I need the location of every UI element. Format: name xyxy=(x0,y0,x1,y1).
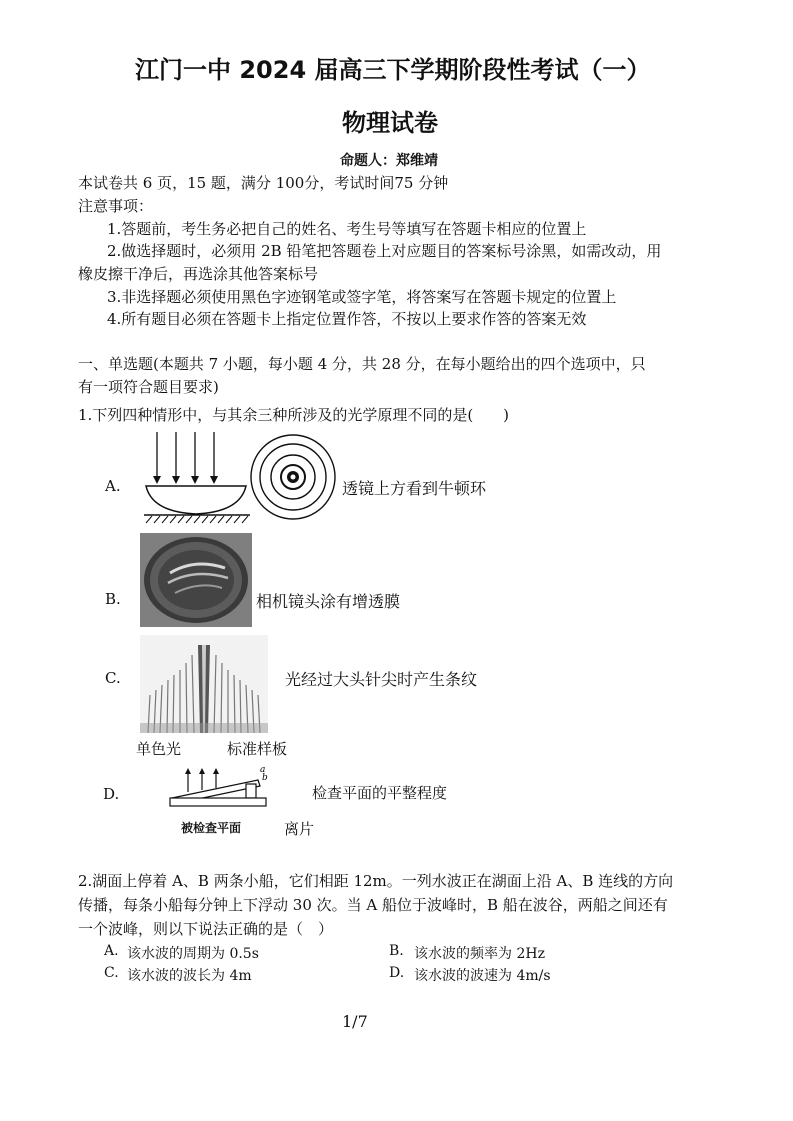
q2-option-c-text: 该水波的波长为 4m xyxy=(127,968,252,984)
q1-option-a-text: 透镜上方看到牛顿环 xyxy=(342,479,487,498)
exam-title: 江门一中 2024 届高三下学期阶段性考试（一） xyxy=(135,56,651,84)
d-label-standard-plate: 标准样板 xyxy=(227,740,288,758)
note-2-cont: 橡皮擦干净后，再选涂其他答案标号 xyxy=(78,265,319,283)
section-heading-line2: 有一项符合题目要求) xyxy=(78,378,219,396)
note-4: 4.所有题目必须在答题卡上指定位置作答，不按以上要求作答的答案无效 xyxy=(107,310,587,328)
note-1: 1.答题前，考生务必把自己的姓名、考生号等填写在答题卡相应的位置上 xyxy=(107,220,587,238)
notice-title: 注意事项： xyxy=(78,197,154,215)
q2-option-d-letter: D. xyxy=(389,965,405,981)
camera-lens-photo xyxy=(140,533,252,627)
d-label-spacer: 离片 xyxy=(284,820,315,838)
exam-author: 命题人：郑维靖 xyxy=(340,153,438,169)
q1-option-c-text: 光经过大头针尖时产生条纹 xyxy=(285,670,478,689)
q2-stem-line2: 传播，每条小船每分钟上下浮动 30 次。当 A 船位于波峰时，B 船在波谷，两船之间还有 xyxy=(78,896,668,914)
q2-stem-line1: 2.湖面上停着 A、B 两条小船，它们相距 12m。一列水波正在湖面上沿 A、B 连线的方向 xyxy=(78,872,674,890)
q2-stem-line3: 一个波峰，则以下说法正确的是（ ） xyxy=(78,920,334,938)
d-label-a: a xyxy=(260,765,266,775)
d-label-mono-light: 单色光 xyxy=(136,740,182,758)
flatness-check-diagram xyxy=(168,760,272,808)
q2-option-a-text: 该水波的周期为 0.5s xyxy=(127,946,259,962)
q1-option-c-letter: C. xyxy=(105,669,121,687)
q2-option-b-text: 该水波的频率为 2Hz xyxy=(414,946,545,962)
q1-option-b-text: 相机镜头涂有增透膜 xyxy=(256,592,401,611)
q1-option-b-letter: B. xyxy=(105,590,121,608)
q2-option-a-letter: A. xyxy=(104,943,119,959)
q2-option-b-letter: B. xyxy=(389,943,404,959)
note-3: 3.非选择题必须使用黑色字迹钢笔或签字笔，将答案写在答题卡规定的位置上 xyxy=(107,288,617,306)
q1-option-a-letter: A. xyxy=(105,477,121,495)
q1-stem: 1.下列四种情形中，与其余三种所涉及的光学原理不同的是( ) xyxy=(78,406,510,424)
q1-option-d-letter: D. xyxy=(103,785,120,803)
q2-option-d-text: 该水波的波速为 4m/s xyxy=(414,968,551,984)
q2-option-c-letter: C. xyxy=(104,965,119,981)
page-number: 1/7 xyxy=(342,1012,368,1031)
exam-subtitle: 物理试卷 xyxy=(342,109,438,137)
d-label-b: b xyxy=(262,773,268,783)
section-heading-line1: 一、单选题(本题共 7 小题，每小题 4 分，共 28 分，在每小题给出的四个选项中，只 xyxy=(78,355,646,373)
pin-diffraction-photo xyxy=(140,635,268,733)
q1-option-d-text: 检查平面的平整程度 xyxy=(312,784,448,802)
exam-info: 本试卷共 6 页，15 题，满分 100分，考试时间75 分钟 xyxy=(78,174,449,192)
note-2: 2.做选择题时，必须用 2B 铅笔把答题卷上对应题目的答案标号涂黑，如需改动，用 xyxy=(107,242,662,260)
d-label-test-plane: 被检查平面 xyxy=(181,821,242,835)
newton-rings-diagram xyxy=(140,428,340,526)
